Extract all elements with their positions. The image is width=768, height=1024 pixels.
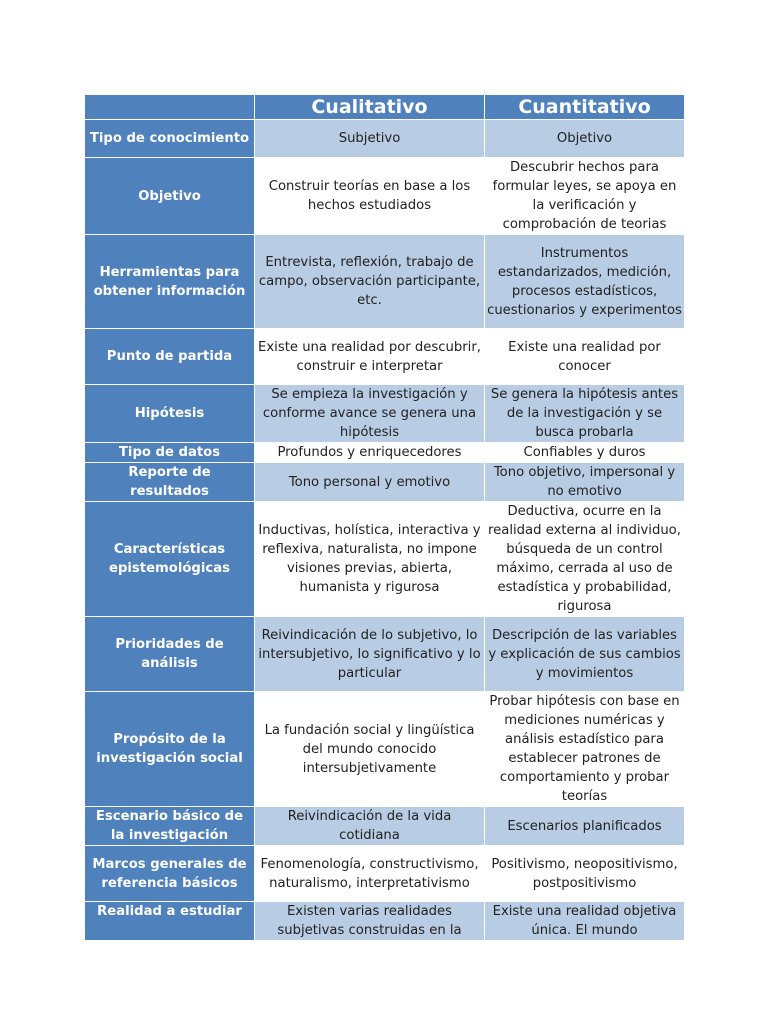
row-label: Tipo de conocimiento	[85, 120, 255, 158]
cuantitativo-cell: Confiables y duros	[485, 443, 685, 463]
table-row	[85, 443, 685, 463]
table-header-row	[85, 95, 685, 120]
row-label: Reporte de resultados	[85, 463, 255, 502]
cualitativo-cell: La fundación social y lingüística del mundo conocido intersubjetivamente	[255, 692, 485, 807]
cuantitativo-cell: Existe una realidad por conocer	[485, 329, 685, 385]
cuantitativo-cell: Positivismo, neopositivismo, postpositivismo	[485, 846, 685, 902]
table-row	[85, 902, 685, 941]
table-row	[85, 120, 685, 158]
header-cuantitativo: Cuantitativo	[485, 95, 685, 120]
row-label: Objetivo	[85, 158, 255, 235]
row-label: Realidad a estudiar	[85, 902, 255, 941]
cualitativo-cell: Construir teorías en base a los hechos estudiados	[255, 158, 485, 235]
cualitativo-cell: Reivindicación de lo subjetivo, lo intersubjetivo, lo significativo y lo particular	[255, 617, 485, 692]
table-row	[85, 463, 685, 502]
row-label: Hipótesis	[85, 385, 255, 443]
row-label: Características epistemológicas	[85, 502, 255, 617]
cuantitativo-cell: Probar hipótesis con base en mediciones numéricas y análisis estadístico para establecer patrones de comportamiento y probar teorías	[485, 692, 685, 807]
table-row	[85, 692, 685, 807]
table-row	[85, 617, 685, 692]
cualitativo-cell: Entrevista, reflexión, trabajo de campo, observación participante, etc.	[255, 235, 485, 329]
cuantitativo-cell: Descripción de las variables y explicación de sus cambios y movimientos	[485, 617, 685, 692]
table-row	[85, 846, 685, 902]
cuantitativo-cell: Deductiva, ocurre en la realidad externa al individuo, búsqueda de un control máximo, cerrada al uso de estadística y probabilidad, rigurosa	[485, 502, 685, 617]
cuantitativo-cell: Objetivo	[485, 120, 685, 158]
cualitativo-cell: Fenomenología, constructivismo, naturalismo, interpretativismo	[255, 846, 485, 902]
cualitativo-cell: Inductivas, holística, interactiva y reflexiva, naturalista, no impone visiones previas, abierta, humanista y rigurosa	[255, 502, 485, 617]
cuantitativo-cell: Existe una realidad objetiva única. El mundo	[485, 902, 685, 941]
table-row	[85, 807, 685, 846]
cualitativo-cell: Tono personal y emotivo	[255, 463, 485, 502]
row-label: Propósito de la investigación social	[85, 692, 255, 807]
header-cualitativo: Cualitativo	[255, 95, 485, 120]
header-empty-cell	[85, 95, 255, 120]
table-row	[85, 329, 685, 385]
cualitativo-cell: Profundos y enriquecedores	[255, 443, 485, 463]
cuantitativo-cell: Instrumentos estandarizados, medición, procesos estadísticos, cuestionarios y experimentos	[485, 235, 685, 329]
cuantitativo-cell: Descubrir hechos para formular leyes, se apoya en la verificación y comprobación de teorias	[485, 158, 685, 235]
comparison-table	[84, 94, 685, 941]
cualitativo-cell: Subjetivo	[255, 120, 485, 158]
cuantitativo-cell: Escenarios planificados	[485, 807, 685, 846]
row-label: Herramientas para obtener información	[85, 235, 255, 329]
cualitativo-cell: Se empieza la investigación y conforme avance se genera una hipótesis	[255, 385, 485, 443]
table-row	[85, 158, 685, 235]
table-row	[85, 235, 685, 329]
row-label: Punto de partida	[85, 329, 255, 385]
cuantitativo-cell: Tono objetivo, impersonal y no emotivo	[485, 463, 685, 502]
row-label: Escenario básico de la investigación	[85, 807, 255, 846]
cualitativo-cell: Existe una realidad por descubrir, construir e interpretar	[255, 329, 485, 385]
table-row	[85, 385, 685, 443]
cuantitativo-cell: Se genera la hipótesis antes de la investigación y se busca probarla	[485, 385, 685, 443]
table-row	[85, 502, 685, 617]
cualitativo-cell: Reivindicación de la vida cotidiana	[255, 807, 485, 846]
row-label: Prioridades de análisis	[85, 617, 255, 692]
cualitativo-cell: Existen varias realidades subjetivas construidas en la	[255, 902, 485, 941]
row-label: Marcos generales de referencia básicos	[85, 846, 255, 902]
row-label: Tipo de datos	[85, 443, 255, 463]
